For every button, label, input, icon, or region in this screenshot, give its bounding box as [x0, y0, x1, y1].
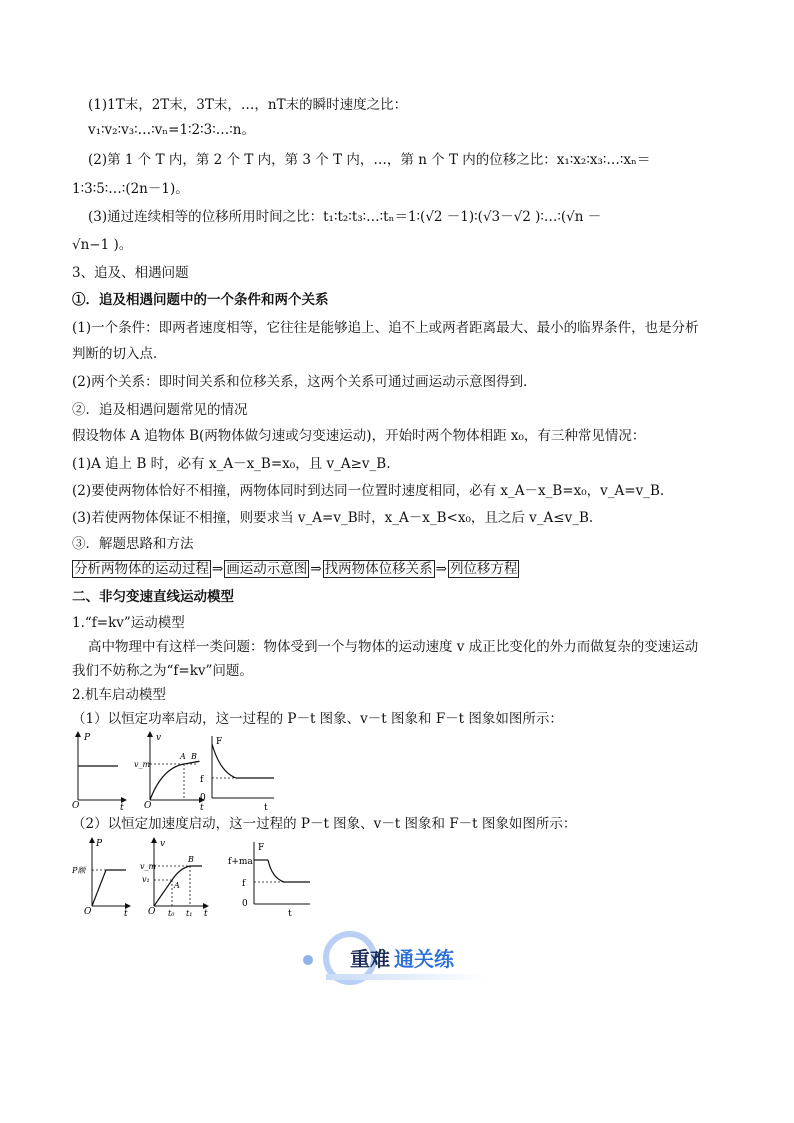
axis-label: 0	[200, 793, 206, 803]
section-heading: 3、追及、相遇问题	[72, 265, 189, 281]
section-heading: 二、非匀变速直线运动模型	[72, 589, 234, 605]
axis-label: f	[242, 879, 246, 889]
banner-decoration	[300, 930, 500, 990]
p-t-graph	[71, 839, 128, 918]
axis-label: v_m	[134, 760, 151, 769]
axis-label: t	[124, 909, 128, 918]
axis-label: t	[200, 803, 204, 812]
f-t-graph	[228, 842, 310, 918]
point-label: B	[191, 752, 197, 761]
text-line: 1.“f=kv”运动模型	[72, 615, 185, 631]
axis-label: t₀	[168, 909, 175, 918]
text-line: (2)两个关系：即时间关系和位移关系，这两个关系可通过画运动示意图得到．	[72, 374, 537, 390]
text-line: (3)通过连续相等的位移所用时间之比：t₁∶t₂∶t₃∶…∶tₙ＝1∶(√2 －1)∶(√3－√2 )∶…∶(√n －	[88, 209, 602, 225]
p-t-graph	[72, 733, 124, 812]
flow-step: 分析两物体的运动过程	[74, 561, 209, 577]
arrow-icon: ⇒	[435, 561, 447, 577]
v-t-graph	[134, 733, 204, 812]
constant-power-graphs	[68, 728, 308, 812]
axis-label: t₁	[186, 909, 193, 918]
axis-label: O	[84, 907, 92, 917]
text-line: 假设物体 A 追物体 B(两物体做匀速或匀变速运动)，开始时两个物体相距 x₀，有三种常见情况：	[72, 428, 646, 444]
text-line: √n−1 )。	[72, 237, 133, 253]
f-curve	[212, 744, 274, 778]
v-t-graph	[140, 839, 208, 918]
axis-label: v	[156, 733, 162, 743]
arrow-icon: ⇒	[212, 561, 224, 577]
text-line: (1)一个条件：即两者速度相等，它往往是能够追上、追不上或两者距离最大、最小的临界条件，也是分析	[72, 320, 699, 336]
axis-label: f	[200, 775, 204, 785]
text-line: v₁∶v₂∶v₃∶…∶vₙ=1∶2∶3∶…∶n。	[88, 122, 255, 138]
text-line: 2.机车启动模型	[72, 687, 166, 703]
axis-label: F	[216, 737, 223, 747]
text-line: （1）以恒定功率启动，这一过程的 P－t 图象、v－t 图象和 F－t 图象如图所示：	[72, 711, 563, 727]
axis-label: O	[144, 801, 152, 811]
text-line: (1)A 追上 B 时，必有 x_A－x_B=x₀，且 v_A≥v_B.	[72, 456, 391, 472]
point-label: A	[180, 752, 186, 761]
axis-label: v₁	[142, 875, 150, 884]
constant-acceleration-graphs	[68, 834, 318, 918]
flow-step: 画运动示意图	[226, 561, 308, 577]
axis-label: P	[96, 839, 103, 849]
flow-step: 列位移方程	[449, 561, 518, 577]
subsection-heading: ③．解题思路和方法	[72, 536, 194, 552]
text-line: (2)要使两物体恰好不相撞，两物体同时到达同一位置时速度相同，必有 x_A－x_B=x₀，v_A=v_B.	[72, 483, 665, 499]
dot-icon	[303, 955, 313, 965]
point-label: A	[174, 881, 180, 890]
text-line: 判断的切入点．	[72, 346, 167, 362]
axis-label: t	[264, 803, 268, 812]
text-line: (1)1T末，2T末，3T末，…，nT末的瞬时速度之比：	[88, 97, 408, 113]
axis-label: f+ma	[228, 857, 253, 867]
subsection-heading: ①．追及相遇问题中的一个条件和两个关系	[72, 292, 329, 308]
f-t-graph	[200, 736, 274, 812]
axis-label: P额	[72, 866, 86, 875]
text-line: 高中物理中有这样一类问题：物体受到一个与物体的运动速度 v 成正比变化的外力而做复杂的变速运动	[88, 639, 699, 655]
flow-step: 找两物体位移关系	[324, 561, 433, 577]
axis-label: t	[204, 909, 208, 918]
section-banner	[300, 930, 500, 990]
text-line: (2)第 1 个 T 内，第 2 个 T 内，第 3 个 T 内，…，第 n 个 T 内的位移之比：x₁∶x₂∶x₃∶…∶xₙ＝	[88, 152, 651, 168]
text-line: 1∶3∶5∶…∶(2n－1)。	[72, 181, 189, 197]
axis-label: v_m	[140, 862, 157, 871]
banner-title-accent: 通关练	[394, 947, 454, 971]
method-flow	[72, 560, 519, 578]
subsection-heading: ②．追及相遇问题常见的情况	[72, 402, 248, 418]
v-curve	[150, 761, 199, 800]
axis-label: O	[72, 801, 80, 811]
axis-label: t	[288, 909, 292, 918]
axis-label: P	[84, 733, 91, 743]
banner-title-dark: 重难	[350, 947, 390, 971]
axis-label: F	[258, 843, 265, 853]
text-line: （2）以恒定加速度启动，这一过程的 P－t 图象、v－t 图象和 F－t 图象如图所示：	[72, 816, 577, 832]
point-label: B	[188, 855, 194, 864]
text-line: (3)若使两物体保证不相撞，则要求当 v_A=v_B时，x_A－x_B<x₀，且之后 v_A≤v_B.	[72, 510, 594, 526]
text-line: 我们不妨称之为“f=kv”问题。	[72, 663, 253, 679]
axis-label: 0	[242, 899, 248, 909]
axis-label: t	[120, 803, 124, 812]
arrow-icon: ⇒	[310, 561, 322, 577]
axis-label: O	[148, 907, 156, 917]
axis-label: v	[160, 839, 166, 849]
